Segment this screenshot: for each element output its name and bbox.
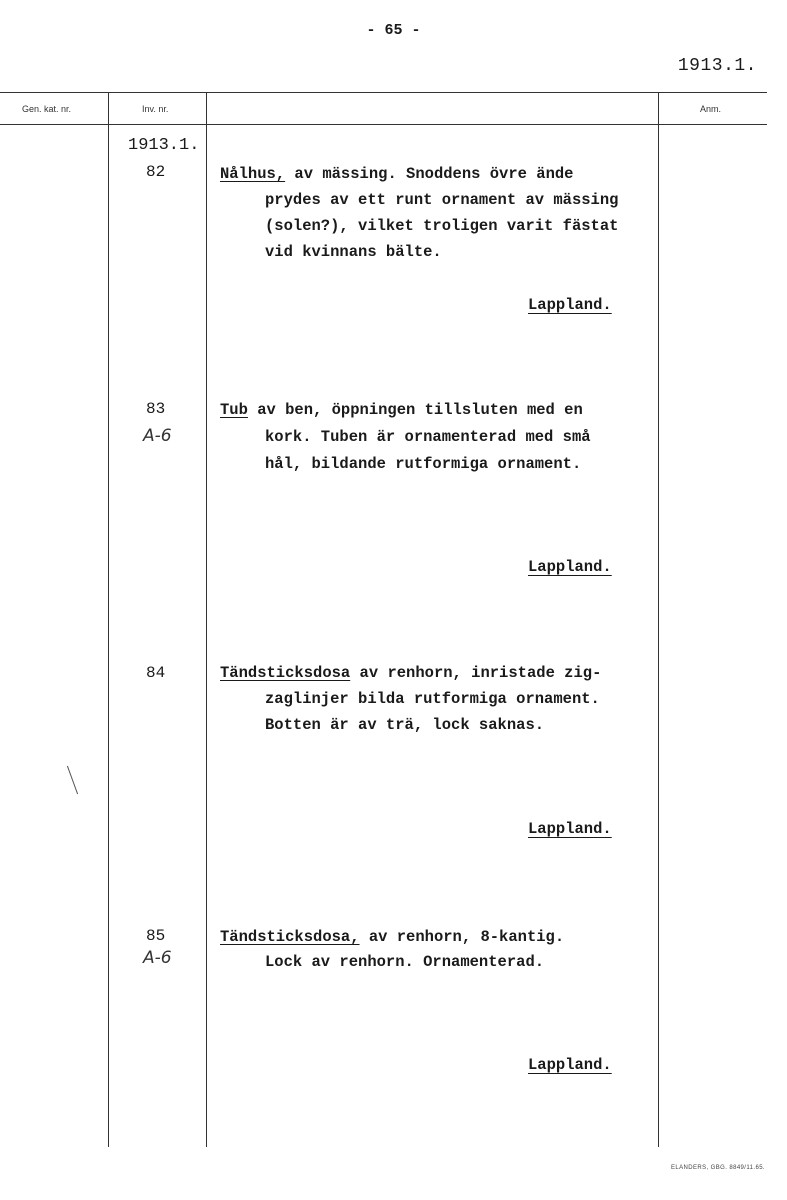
entry-line: Botten är av trä, lock saknas. (265, 716, 545, 734)
header-rule-bottom (0, 124, 767, 125)
entry-text: av ben, öppningen tillsluten med en (247, 401, 583, 419)
inv-number: 84 (146, 664, 166, 682)
entry-text: av renhorn, inristade zig- (350, 664, 602, 682)
entry-line: vid kvinnans bälte. (265, 243, 442, 261)
entry-line (220, 165, 573, 183)
inv-number: 83 (146, 400, 166, 418)
entry-line: prydes av ett runt ornament av mässing (265, 191, 619, 209)
entry-line: zaglinjer bilda rutformiga ornament. (265, 690, 600, 708)
entry-line: kork. Tuben är ornamenterad med små (265, 428, 591, 446)
place-name: Lappland. (528, 820, 612, 838)
inv-code: A-6 (143, 948, 172, 968)
inv-number: 82 (146, 163, 166, 181)
column-header-anm: Anm. (700, 104, 722, 114)
header-rule-top (0, 92, 767, 93)
entry-text: av renhorn, 8-kantig. (359, 928, 565, 946)
item-term: Tändsticksdosa, (220, 928, 360, 946)
item-term: Tändsticksdosa (220, 664, 351, 682)
page-number: - 65 - (366, 22, 421, 39)
inv-code: A-6 (143, 426, 172, 446)
entry-line: Lock av renhorn. Ornamenterad. (265, 953, 545, 971)
first-entry-year: 1913.1. (128, 136, 200, 155)
column-divider-desc-anm (658, 92, 659, 1147)
entry-line: (solen?), vilket troligen varit fästat (265, 217, 619, 235)
page-year: 1913.1. (677, 56, 757, 76)
printer-imprint: ELANDERS, GBG. 8849/11.65. (671, 1165, 765, 1171)
inv-number: 85 (146, 927, 166, 945)
place-name: Lappland. (528, 1056, 612, 1074)
item-term: Tub (220, 401, 248, 419)
entry-line (220, 928, 564, 946)
column-header-gen-kat: Gen. kat. nr. (22, 104, 72, 114)
column-divider-gen-inv (108, 92, 109, 1147)
entry-line (220, 664, 601, 682)
entry-line (220, 401, 583, 419)
entry-text: av mässing. Snoddens övre ände (285, 165, 574, 183)
place-name: Lappland. (528, 296, 612, 314)
stray-pencil-mark (67, 766, 78, 795)
place-name: Lappland. (528, 558, 612, 576)
entry-line: hål, bildande rutformiga ornament. (265, 455, 582, 473)
column-divider-inv-desc (206, 92, 207, 1147)
item-term: Nålhus, (220, 165, 286, 183)
column-header-inv: Inv. nr. (142, 104, 169, 114)
